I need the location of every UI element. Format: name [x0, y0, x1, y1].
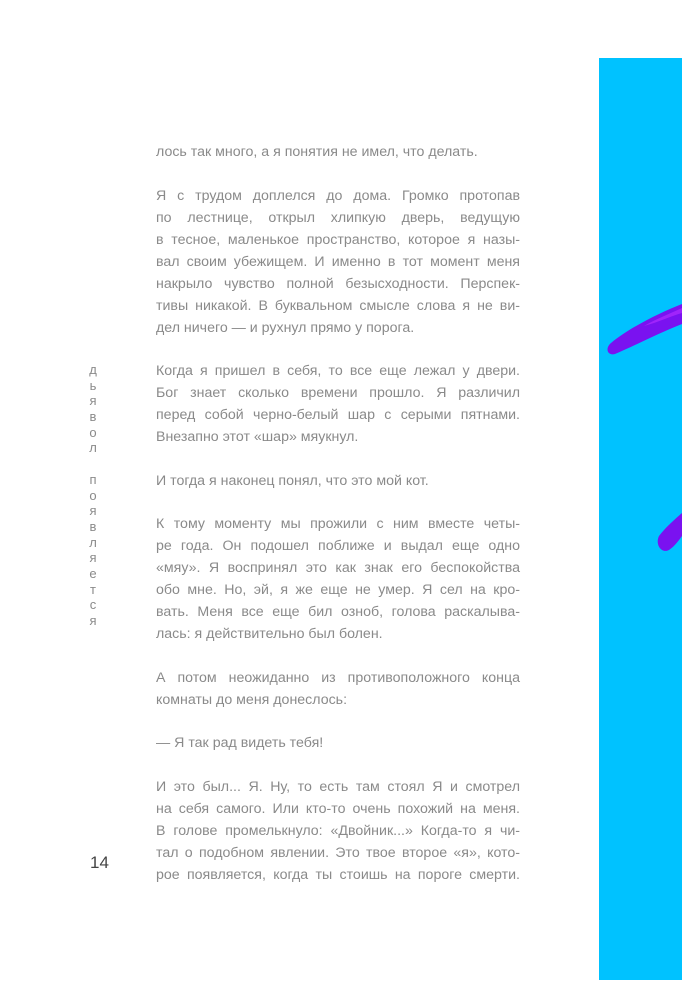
brush-stroke-upper — [608, 304, 682, 354]
paragraph-gap — [156, 448, 520, 470]
text-line: обо мне. Но, эй, я же еще не умер. Я сел на кро- — [156, 582, 520, 598]
running-title-letter: я — [89, 393, 97, 409]
text-line: дел ничего — и рухнул прямо у порога. — [156, 319, 415, 336]
text-line: на себя самого. Или кто-то очень похожий на меня. — [156, 800, 520, 817]
running-title-letter: о — [89, 487, 97, 503]
text-line: В голове промелькнуло: «Двойник...» Когда-то я чи- — [156, 822, 520, 839]
running-title-letter: л — [89, 534, 97, 550]
text-line: К тому моменту мы прожили с ним вместе четы- — [156, 516, 520, 532]
running-title-letter: с — [89, 597, 97, 613]
running-title-letter: е — [89, 565, 97, 581]
text-line: лась: я действительно был болен. — [156, 626, 383, 642]
text-line: по лестнице, открыл хлипкую дверь, ведущую — [156, 209, 520, 226]
text-line: тал о подобном явлении. Это твое второе «я», кото- — [156, 844, 520, 861]
text-line: лось так много, а я понятия не имел, что делать. — [156, 144, 478, 160]
running-title-letter — [86, 456, 100, 472]
running-title-letter: т — [90, 581, 96, 597]
text-line: вать. Меня все еще бил озноб, голова раскалыва- — [156, 604, 520, 620]
text-line: рое появляется, когда ты стоишь на пороге смерти. — [156, 866, 520, 883]
running-title-letter: я — [89, 613, 97, 628]
paragraph-gap — [156, 645, 520, 667]
running-title-letter: о — [89, 424, 97, 440]
text-line: Бог знает сколько времени прошло. Я различил — [156, 385, 520, 401]
paragraph-gap — [156, 163, 520, 185]
running-title-letter: п — [89, 471, 97, 487]
text-line: Внезапно этот «шар» мяукнул. — [156, 429, 359, 445]
running-title-letter: д — [89, 362, 97, 377]
running-title-letter: в — [89, 518, 97, 534]
paragraph-gap — [156, 339, 520, 361]
text-line: Я с трудом доплелся до дома. Громко протопав — [156, 187, 520, 204]
brush-stroke-art — [599, 58, 682, 980]
text-line: А потом неожиданно из противоположного конца — [156, 669, 520, 686]
text-line: накрыло чувство полной безысходности. Перспек- — [156, 275, 520, 292]
running-title-vertical — [86, 362, 100, 629]
paragraph-gap — [156, 711, 520, 733]
text-line: Когда я пришел в себя, то все еще лежал у двери. — [156, 363, 520, 379]
text-line: вал своим убежищем. И именно в тот момент меня — [156, 253, 520, 270]
brush-stroke-lower — [658, 513, 682, 551]
running-title-letter: л — [89, 440, 97, 456]
running-title-letter: в — [89, 409, 97, 425]
paragraph-gap — [156, 492, 520, 514]
running-title-letter: ь — [89, 377, 97, 393]
body-text — [156, 141, 520, 886]
text-line: — Я так рад видеть тебя! — [156, 735, 324, 751]
running-title-letter: я — [89, 503, 97, 519]
text-line: тивы никакой. В буквальном смысле слова я не ви- — [156, 297, 520, 314]
text-line: И тогда я наконец понял, что это мой кот. — [156, 472, 429, 489]
page-number: 14 — [90, 853, 109, 872]
text-line: комнаты до меня донеслось: — [156, 691, 348, 708]
text-line: перед собой черно-белый шар с серыми пятнами. — [156, 407, 520, 423]
cover-art-panel — [599, 58, 682, 980]
text-line: ре года. Он подошел поближе и выдал еще одно — [156, 538, 520, 554]
text-line: И это был... Я. Ну, то есть там стоял Я и смотрел — [156, 778, 520, 795]
text-line: в тесное, маленькое пространство, которое я назы- — [156, 231, 520, 248]
text-line: «мяу». Я воспринял это как знак его беспокойства — [156, 560, 520, 576]
running-title-letter: я — [89, 550, 97, 566]
paragraph-gap — [156, 754, 520, 776]
